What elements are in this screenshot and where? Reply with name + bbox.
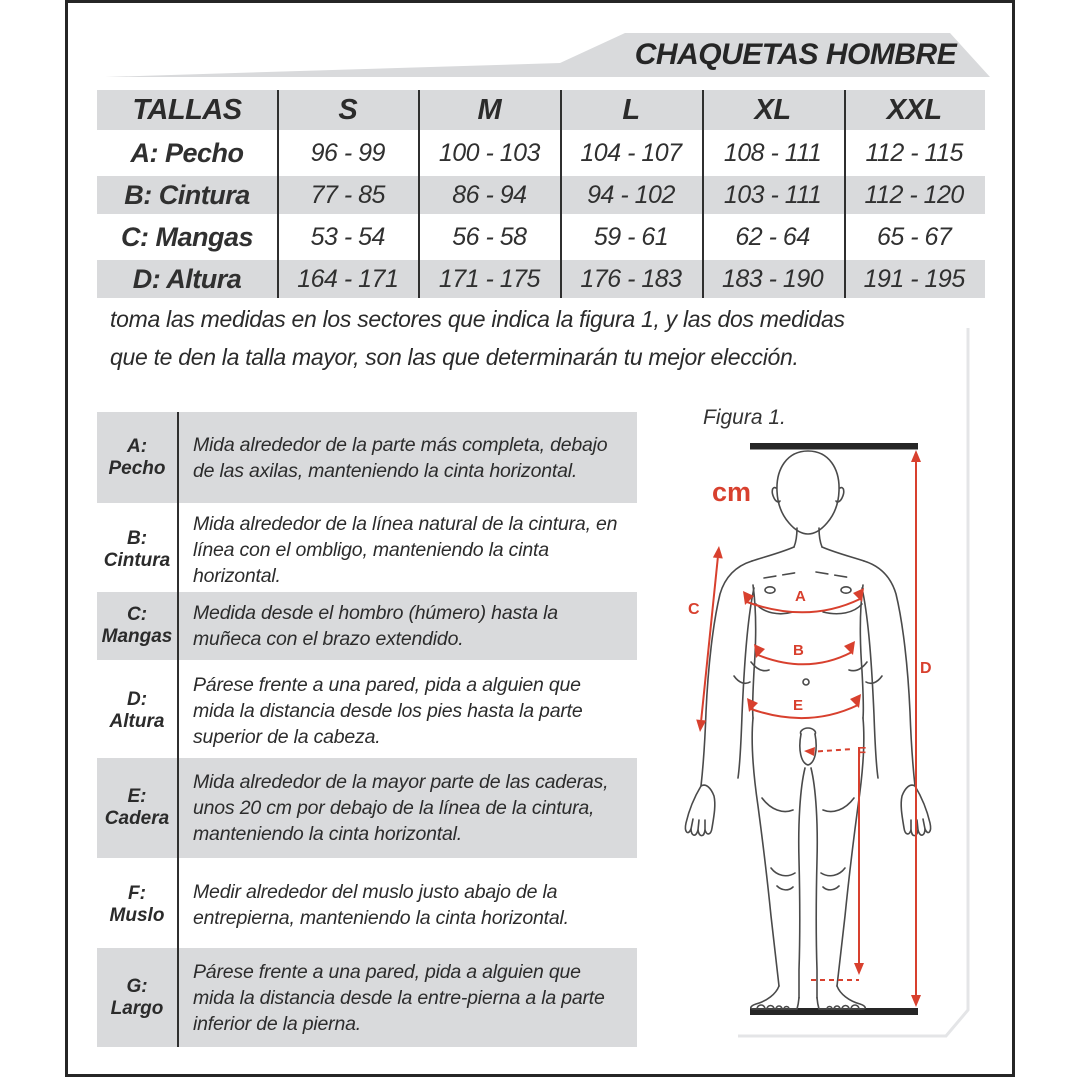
- figure-caption: Figura 1.: [703, 406, 786, 429]
- measure-code: C:: [126, 604, 148, 625]
- size-cell: 77 - 85: [310, 180, 385, 209]
- unit-label-cm: cm: [712, 477, 752, 507]
- measure-name: Largo: [110, 997, 164, 1019]
- column-divider: [702, 90, 704, 298]
- size-cell: 108 - 111: [723, 138, 822, 167]
- measure-code: A:: [126, 435, 148, 457]
- size-cell: 62 - 64: [735, 222, 810, 251]
- hip-measure-arc-e: [751, 705, 858, 718]
- col-header-s: S: [338, 93, 358, 126]
- measure-code: E:: [127, 786, 147, 807]
- column-divider: [277, 90, 279, 298]
- measure-label: [97, 758, 177, 858]
- measure-description: Medir alrededor del muslo justo abajo de la entrepierna, manteniendo la cinta horizontal.: [193, 881, 569, 929]
- measure-name: Cintura: [103, 549, 171, 571]
- measure-guide: [97, 412, 637, 1047]
- size-table-header-row: [97, 90, 985, 130]
- size-cell: 112 - 120: [864, 180, 964, 209]
- measure-label: [97, 412, 177, 503]
- measure-name: Muslo: [109, 905, 165, 926]
- measure-name: Pecho: [108, 457, 166, 479]
- row-label: C: Mangas: [120, 221, 254, 252]
- measure-code: F:: [128, 883, 146, 904]
- sleeve-measure-line-c: [701, 558, 718, 720]
- measure-code: G:: [126, 975, 148, 997]
- row-label: A: Pecho: [130, 137, 244, 168]
- size-cell: 103 - 111: [723, 180, 822, 209]
- size-cell: 171 - 175: [438, 264, 540, 293]
- intro-line-2: que te den la talla mayor, son las que determinarán tu mejor elección.: [110, 344, 799, 370]
- col-header-xxl: XXL: [886, 93, 942, 126]
- column-divider: [418, 90, 420, 298]
- row-label: B: Cintura: [124, 179, 250, 210]
- figure-label-d: D: [920, 660, 932, 677]
- measure-code: D:: [126, 689, 148, 710]
- size-cell: 86 - 94: [452, 180, 527, 209]
- size-cell: 112 - 115: [865, 138, 963, 167]
- measure-description: Mida alrededor de la mayor parte de las caderas, unos 20 cm por debajo de la línea de la cintura, manteniendo la cinta horizontal.: [193, 771, 609, 845]
- table-row-pecho: [97, 134, 985, 172]
- measure-label: [97, 507, 177, 592]
- intro-line-1: toma las medidas en los sectores que indica la figura 1, y las dos medidas: [110, 306, 845, 332]
- ceiling-bar: [750, 443, 918, 450]
- human-figure: [685, 451, 930, 1009]
- measure-label: [97, 948, 177, 1047]
- waist-measure-arc-b: [758, 652, 852, 664]
- size-cell: 191 - 195: [863, 264, 965, 293]
- size-table: [97, 90, 985, 302]
- table-row-altura: [97, 260, 985, 298]
- figure-label-a: A: [795, 588, 806, 605]
- size-cell: 104 - 107: [580, 138, 682, 167]
- col-header-m: M: [477, 93, 502, 126]
- measure-description: Párese frente a una pared, pida a alguien que mida la distancia desde los pies hasta la parte superior de la cabeza.: [193, 674, 583, 748]
- banner-title: CHAQUETAS HOMBRE: [634, 38, 957, 71]
- size-cell: 100 - 103: [438, 138, 540, 167]
- table-row-cintura: [97, 176, 985, 214]
- figure-1-diagram: [650, 320, 995, 1045]
- size-cell: 59 - 61: [593, 222, 669, 251]
- measure-description: Mida alrededor de la parte más completa, debajo de las axilas, manteniendo la cinta horizontal.: [193, 433, 608, 482]
- measure-label: [97, 592, 177, 660]
- measure-name: Cadera: [104, 808, 170, 829]
- size-cell: 65 - 67: [877, 222, 952, 251]
- figure-label-b: B: [793, 642, 804, 659]
- figure-label-c: C: [688, 601, 700, 618]
- measure-label: [97, 664, 177, 758]
- size-cell: 96 - 99: [310, 138, 385, 167]
- col-header-xl: XL: [754, 93, 791, 126]
- measure-name: Mangas: [101, 626, 173, 647]
- column-divider: [560, 90, 562, 298]
- measure-code: B:: [126, 527, 148, 549]
- col-header-tallas: TALLAS: [132, 93, 242, 126]
- measure-description: Medida desde el hombro (húmero) hasta la muñeca con el brazo extendido.: [193, 602, 558, 650]
- size-cell: 56 - 58: [452, 222, 527, 251]
- measure-label: [97, 862, 177, 948]
- figure-label-e: E: [793, 697, 804, 714]
- size-cell: 164 - 171: [297, 264, 399, 293]
- table-row-mangas: [97, 218, 985, 256]
- column-divider: [844, 90, 846, 298]
- size-cell: 176 - 183: [580, 264, 682, 293]
- row-label: D: Altura: [132, 263, 242, 294]
- measure-name: Altura: [109, 711, 165, 732]
- size-cell: 94 - 102: [587, 180, 675, 209]
- col-header-l: L: [622, 93, 640, 126]
- size-cell: 183 - 190: [722, 264, 824, 293]
- figure-label-f: F: [857, 744, 867, 761]
- size-cell: 53 - 54: [310, 222, 385, 251]
- measure-description: Mida alrededor de la línea natural de la cintura, en línea con el ombligo, manteniendo la cinta horizontal.: [193, 512, 618, 587]
- measure-description: Párese frente a una pared, pida a alguien que mida la distancia desde la entre-pierna a la parte inferior de la pierna.: [193, 960, 605, 1035]
- guide-divider-line: [177, 412, 179, 1047]
